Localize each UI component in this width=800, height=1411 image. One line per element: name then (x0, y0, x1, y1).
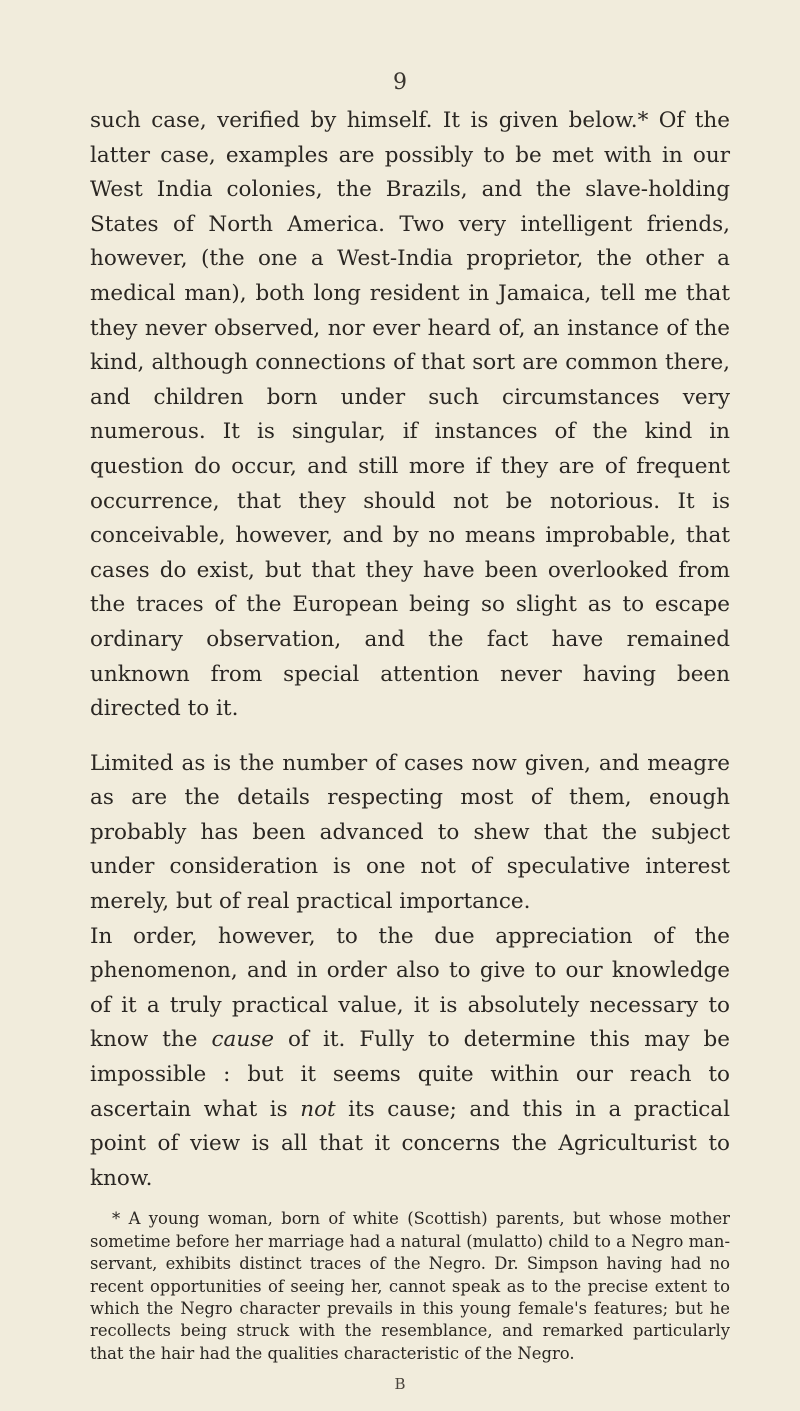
paragraph-text: In order, however, to the due appreciation of the phenomenon, and in order also to give to our knowledge of it a truly practical value, it is absolutely necessary to know the (90, 923, 730, 1053)
paragraph-cause (90, 920, 730, 1197)
paragraph-text: its cause; and this in a practical point of view is all that it concerns the Agriculturist to know. (90, 1096, 730, 1191)
paragraph-text: such case, verified by himself. It is given below.* Of the latter case, examples are possibly to be met with in our West India colonies, the Brazils, and the slave-holding States of North America. Two very intelligent friends, however, (the one a West-India proprietor, the other a medical man), both long resident in Jamaica, tell me that they never observed, nor ever heard of, an instance of the kind, although connections of that sort are common there, and children born under such circumstances very numerous. It is singular, if instances of the kind in question do occur, and still more if they are of frequent occurrence, that they should not be notorious. It is conceivable, however, and by no means improbable, that cases do exist, but that they have been overlooked from the traces of the European being so slight as to escape ordinary observation, and the fact have remained unknown from special attention never having been directed to it. (90, 108, 730, 722)
page-number: 9 (393, 70, 407, 95)
paragraph-text: of it. Fully to determine this may be impossible : but it seems quite within our reach to ascertain what is (90, 1027, 730, 1122)
paragraph-continuation (90, 104, 730, 727)
signature-mark: B (394, 1375, 406, 1393)
paragraph-text: Limited as is the number of cases now given, and meagre as are the details respecting most of them, enough probably has been advanced to shew that the subject under consideration is one not of speculative interest merely, but of real practical importance. (90, 750, 730, 915)
italic-word: cause (211, 1027, 274, 1053)
paragraph-limited-cases (90, 747, 730, 920)
footnote: * A young woman, born of white (Scottish) parents, but whose mother sometime before her marriage had a natural (mulatto) child to a Negro man-servant, exhibits distinct traces of the Negro. Dr. Simpson having had no recent opportunities of seeing her, cannot speak as to the precise extent to which the Negro character prevails in this young female's features; but he recollects being struck with the resemblance, and remarked particularly that the hair had the qualities characteristic of the Negro. (90, 1209, 730, 1363)
body-text (90, 104, 730, 1196)
italic-word: not (300, 1096, 336, 1122)
